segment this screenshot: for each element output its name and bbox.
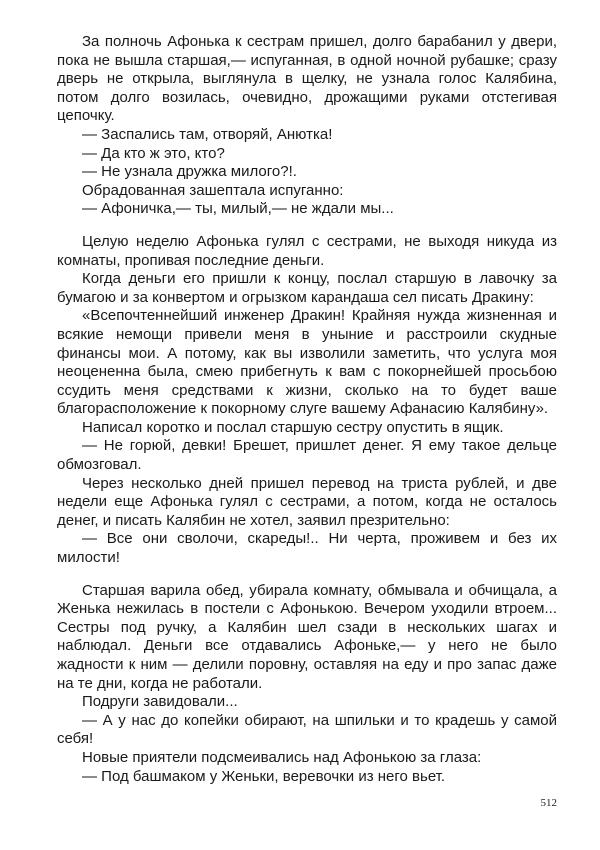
paragraph <box>57 530 557 567</box>
paragraph <box>57 233 557 270</box>
text-line: Написал коротко и послал старшую сестру опустить в ящик. <box>82 418 504 436</box>
text-line: бумагою и за конвертом и огрызком карандаша сел писать Дракину: <box>57 288 534 306</box>
text-line: Старшая варила обед, убирала комнату, обмывала и обчищала, а <box>82 581 557 599</box>
text-line: — Все они сволочи, скареды!.. Ни черта, проживем и без их <box>82 530 557 548</box>
paragraph <box>57 749 557 768</box>
text-line: Обрадованная зашептала испуганно: <box>82 181 344 199</box>
text-line: Женька нежилась в постели с Афонькою. Вечером уходили втроем... <box>57 600 557 618</box>
text-line: «Всепочтеннейший инженер Дракин! Крайняя нужда жизненная и <box>82 307 557 325</box>
text-line: Через несколько дней пришел перевод на триста рублей, и две <box>82 474 557 492</box>
paragraph <box>57 437 557 474</box>
text-line: обмозговал. <box>57 456 142 474</box>
text-line: Подруги завидовали... <box>82 693 238 711</box>
paragraph <box>57 582 557 694</box>
text-line: — Да кто ж это, кто? <box>82 144 225 162</box>
text-line: милости! <box>57 549 120 567</box>
text-line: потом долго возилась, очевидно, дрожащими руками отстегивая <box>57 88 557 106</box>
text-line: Сестры под ручку, а Калябин шел сзади в нескольких шагах и <box>57 618 557 636</box>
text-line: на те дни, когда не работали. <box>57 674 263 692</box>
paragraph <box>57 693 557 712</box>
paragraph <box>57 712 557 749</box>
paragraph <box>57 768 557 787</box>
text-line: себя! <box>57 730 94 748</box>
text-line: жадности к ним — делили поровну, оставляя на еду и про запас даже <box>57 656 557 673</box>
paragraph <box>57 145 557 164</box>
text-line: всякие немощи привели меня в уныние и расстроили скудные <box>57 325 557 343</box>
text-line: дверь не открыла, выглянула в щелку, не узнала голос Калябина, <box>57 70 557 88</box>
text-line: денег, и писать Калябин не хотел, заявил презрительно: <box>57 511 450 529</box>
text-line: ссудить меня средствами к жизни, сколько на то будет ваше <box>57 381 557 399</box>
page-number: 512 <box>540 797 557 809</box>
text-line: наблюдал. Деньги все отдавались Афоньке,— у него не было <box>57 637 557 655</box>
text-line: пока не вышла старшая,— испуганная, в одной ночной рубашке; сразу <box>57 51 557 69</box>
paragraph-break <box>57 219 557 233</box>
paragraph <box>57 270 557 307</box>
text-line: финансы мои. А потому, как вы изволили заметить, что услуга моя <box>57 344 557 362</box>
text-line: — Не узнала дружка милого?!. <box>82 163 297 181</box>
text-line: — А у нас до копейки обирают, на шпильки и то крадешь у самой <box>82 711 557 729</box>
text-line: Целую неделю Афонька гулял с сестрами, не выходя никуда из <box>82 232 557 250</box>
text-line: — Под башмаком у Женьки, веревочки из него вьет. <box>82 767 446 785</box>
text-line: — Не горюй, девки! Брешет, пришлет денег. Я ему такое дельце <box>82 437 557 455</box>
paragraph <box>57 475 557 531</box>
paragraph <box>57 33 557 126</box>
paragraph <box>57 126 557 145</box>
paragraph <box>57 419 557 438</box>
text-line: — Афоничка,— ты, милый,— не ждали мы... <box>82 200 394 218</box>
text-line: Когда деньги его пришли к концу, послал старшую в лавочку за <box>82 270 557 288</box>
paragraph <box>57 182 557 201</box>
text-line: цепочку. <box>57 107 115 125</box>
paragraph <box>57 307 557 419</box>
paragraph <box>57 200 557 219</box>
paragraph <box>57 163 557 182</box>
text-line: комнаты, пропивая последние деньги. <box>57 251 325 269</box>
text-line: неоцененна была, смею прибегнуть к вам с покорнейшей просьбою <box>57 363 557 381</box>
document-page <box>57 33 557 786</box>
text-line: — Заспались там, отворяй, Анютка! <box>82 125 333 143</box>
text-line: недели еще Афонька гулял с сестрами, а потом, когда не осталось <box>57 493 557 511</box>
text-line: За полночь Афонька к сестрам пришел, долго барабанил у двери, <box>82 33 557 50</box>
text-line: Новые приятели подсмеивались над Афонькою за глаза: <box>82 748 482 766</box>
text-line: благорасположение к покорному слуге вашему Афанасию Калябину». <box>57 400 549 418</box>
paragraph-break <box>57 568 557 582</box>
